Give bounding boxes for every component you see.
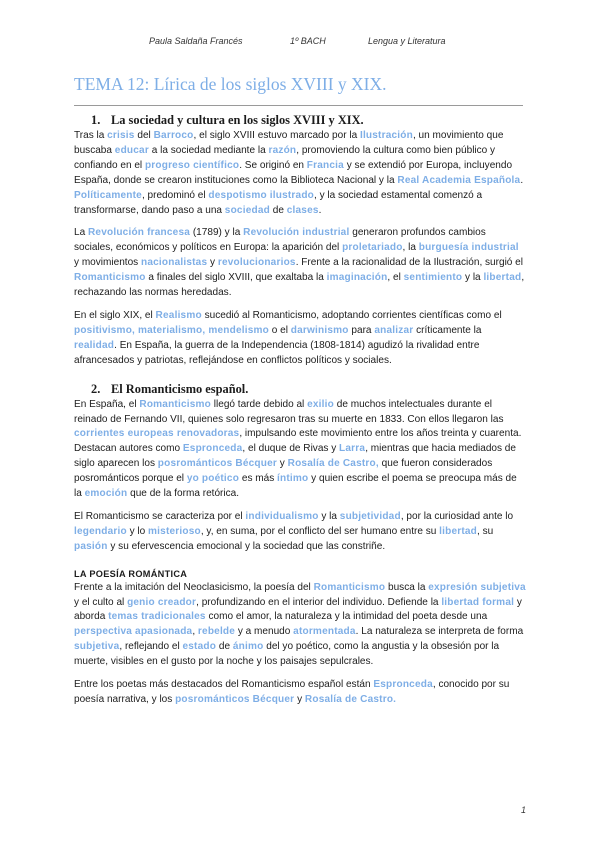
text-run: sucedió al Romanticismo, adoptando corrientes científicas como el xyxy=(201,309,502,321)
paragraph xyxy=(74,678,526,708)
text-run: y se extendió por Europa, incluyendo España, donde se crearon instituciones como la Biblioteca Nacional y la xyxy=(74,159,513,186)
text-run: a la sociedad mediante la xyxy=(148,144,269,156)
keyword-highlight: subjetividad xyxy=(339,510,401,522)
keyword-highlight: nacionalistas xyxy=(141,257,208,269)
text-run: , rechazando las normas heredadas. xyxy=(74,272,525,299)
section-title: La sociedad y cultura en los siglos XVIII y XIX. xyxy=(111,113,364,127)
keyword-highlight: libertad xyxy=(483,272,522,284)
keyword-highlight: Real Academia Española xyxy=(397,174,521,186)
keyword-highlight: Romanticismo xyxy=(139,398,211,410)
text-run: críticamente la xyxy=(413,324,482,336)
paragraph xyxy=(74,129,526,218)
text-run: . Se originó en xyxy=(239,159,307,171)
text-run: como el amor, la naturaleza y la intimidad del poeta desde una xyxy=(205,611,488,623)
keyword-highlight: rebelde xyxy=(197,626,236,638)
keyword-highlight: Romanticismo xyxy=(313,581,386,593)
keyword-highlight: positivismo, materialismo, mendelismo xyxy=(74,324,269,336)
text-run: , y, en suma, por el conflicto del ser humano entre su xyxy=(200,525,440,537)
keyword-highlight: razón xyxy=(268,144,297,156)
keyword-highlight: atormentada xyxy=(293,626,356,638)
keyword-highlight: Espronceda xyxy=(373,679,433,691)
text-run: y la xyxy=(318,510,340,522)
paragraph xyxy=(74,398,526,502)
text-run: que de la forma retórica. xyxy=(127,488,240,500)
keyword-highlight: Ilustración xyxy=(359,130,413,141)
keyword-highlight: legendario xyxy=(74,525,127,537)
text-run: , reflejando el xyxy=(119,641,183,653)
text-run: El Romanticismo se caracteriza por el xyxy=(74,510,246,522)
page-number: 1 xyxy=(521,805,527,815)
text-run: y lo xyxy=(126,525,149,537)
keyword-highlight: Francia xyxy=(306,159,344,171)
text-run: , por la curiosidad ante lo xyxy=(400,510,514,522)
section-title: El Romanticismo español. xyxy=(111,381,249,396)
text-run: (1789) y la xyxy=(190,227,244,239)
keyword-highlight: emoción xyxy=(84,488,128,500)
paragraph xyxy=(74,226,526,301)
text-run: del xyxy=(134,130,154,141)
keyword-highlight: subjetiva xyxy=(74,641,120,653)
keyword-highlight: crisis xyxy=(107,130,135,141)
text-run: y la xyxy=(462,272,484,284)
keyword-highlight: Políticamente xyxy=(74,189,142,201)
keyword-highlight: educar xyxy=(114,144,149,156)
text-run: llegó tarde debido al xyxy=(210,398,308,410)
text-run: . En España, la guerra de la Independencia (1808-1814) agudizó la rivalidad entre afrancesados y patriotas, reflejándose en conflictos políticos y sociales. xyxy=(74,339,480,366)
text-run: , profundizando en el interior del individuo. Defiende la xyxy=(196,596,442,608)
keyword-highlight: yo poético xyxy=(186,473,240,485)
text-run: , predominó el xyxy=(141,189,209,201)
text-run: , conocido por su poesía narrativa, y los xyxy=(74,679,510,705)
keyword-highlight: Rosalía de Castro. xyxy=(304,694,397,705)
text-run: o el xyxy=(269,324,291,336)
text-run: y aborda xyxy=(74,596,522,623)
text-run: y quien escribe el poema se preocupa más de la xyxy=(74,473,517,500)
document-body xyxy=(74,112,526,716)
keyword-highlight: darwinismo xyxy=(290,324,349,336)
section-number: 1. xyxy=(91,113,101,127)
keyword-highlight: posrománticos Bécquer xyxy=(175,694,295,705)
header-course: 1º BACH xyxy=(290,36,326,46)
section-heading-2 xyxy=(91,381,526,397)
section-heading-1 xyxy=(91,112,526,128)
keyword-highlight: despotismo ilustrado xyxy=(208,189,315,201)
text-run: , el duque de Rivas y xyxy=(242,443,340,455)
keyword-highlight: Romanticismo xyxy=(74,272,146,284)
keyword-highlight: analizar xyxy=(374,324,414,336)
keyword-highlight: Larra xyxy=(339,443,366,455)
keyword-highlight: exilio xyxy=(307,398,334,410)
keyword-highlight: perspectiva apasionada xyxy=(74,626,193,638)
text-run: Frente a la imitación del Neoclasicismo, la poesía del xyxy=(74,581,314,593)
subheading: LA POESÍA ROMÁNTICA xyxy=(74,568,188,579)
text-run: , y la sociedad estamental comenzó a transformarse, dando paso a una xyxy=(74,189,483,216)
page-title: TEMA 12: Lírica de los siglos XVIII y XIX. xyxy=(74,74,387,94)
keyword-highlight: realidad xyxy=(74,339,115,351)
keyword-highlight: Rosalía de Castro, xyxy=(287,458,379,470)
keyword-highlight: sentimiento xyxy=(403,272,463,284)
keyword-highlight: ánimo xyxy=(232,641,264,653)
text-run: para xyxy=(348,324,375,336)
text-run: Entre los poetas más destacados del Romanticismo español están xyxy=(74,679,374,691)
text-run: busca la xyxy=(385,581,429,593)
keyword-highlight: Realismo xyxy=(155,309,202,321)
text-run: a finales del siglo XVIII, que exaltaba la xyxy=(145,272,327,284)
text-run: , el siglo XVIII estuvo marcado por la xyxy=(193,130,360,141)
keyword-highlight: Revolución francesa xyxy=(87,227,191,239)
keyword-highlight: clases xyxy=(286,204,319,216)
paragraph xyxy=(74,581,526,670)
keyword-highlight: íntimo xyxy=(277,473,309,485)
keyword-highlight: estado xyxy=(182,641,217,653)
text-run: . Frente a la racionalidad de la Ilustración, surgió el xyxy=(295,257,523,269)
text-run: y xyxy=(294,694,305,705)
text-run: Tras la xyxy=(74,130,108,141)
text-run: , promoviendo la cultura como bien público y confiando en el xyxy=(74,144,496,171)
keyword-highlight: Barroco xyxy=(153,130,194,141)
keyword-highlight: corrientes europeas renovadoras xyxy=(74,428,240,440)
text-run: es más xyxy=(239,473,278,485)
text-run: y su efervescencia emocional y la sociedad que las constriñe. xyxy=(107,540,386,552)
text-run: . La naturaleza se interpreta de forma xyxy=(355,626,524,638)
keyword-highlight: Espronceda xyxy=(182,443,243,455)
header-author: Paula Saldaña Francés xyxy=(149,36,243,46)
text-run: del yo poético, como la angustia y la obsesión por la muerte, visibles en el gusto por la noche y los paisajes sepulcrales. xyxy=(74,641,500,668)
paragraph xyxy=(74,510,526,555)
keyword-highlight: libertad formal xyxy=(441,596,515,608)
text-run: , xyxy=(192,626,198,638)
title-divider xyxy=(74,105,523,106)
text-run: , su xyxy=(477,525,494,537)
keyword-highlight: revolucionarios xyxy=(217,257,296,269)
text-run: . xyxy=(318,204,322,216)
text-run: que fueron considerados posrománticos porque el xyxy=(74,458,493,485)
keyword-highlight: imaginación xyxy=(326,272,388,284)
text-run: y el culto al xyxy=(74,596,128,608)
keyword-highlight: Revolución industrial xyxy=(243,227,350,239)
keyword-highlight: genio creador xyxy=(127,596,197,608)
text-run: , el xyxy=(387,272,404,284)
keyword-highlight: pasión xyxy=(74,540,108,552)
text-run: , mientras que hacia mediados de siglo aparecen los xyxy=(74,443,516,470)
keyword-highlight: posrománticos Bécquer xyxy=(157,458,277,470)
text-run: y movimientos xyxy=(74,257,141,269)
text-run: , la xyxy=(402,242,419,254)
text-run: generaron profundos cambios sociales, económicos y políticos en Europa: la aparición del xyxy=(74,227,486,254)
text-run: de muchos intelectuales durante el reinado de Fernando VII, quienes solo regresaron tras su muerte en 1833. Con ellos llegaron las xyxy=(74,398,504,425)
text-run: y a menudo xyxy=(235,626,294,638)
keyword-highlight: individualismo xyxy=(245,510,319,522)
text-run: . xyxy=(520,174,524,186)
text-run: , un movimiento que buscaba xyxy=(74,130,504,156)
section-number: 2. xyxy=(91,381,101,396)
keyword-highlight: libertad xyxy=(439,525,478,537)
text-run: de xyxy=(269,204,287,216)
text-run: y xyxy=(277,458,288,470)
header-subject: Lengua y Literatura xyxy=(368,36,446,46)
text-run: de xyxy=(216,641,233,653)
text-run: La xyxy=(74,227,88,239)
keyword-highlight: misterioso xyxy=(148,525,201,537)
paragraph xyxy=(74,309,526,369)
text-run: , impulsando este movimiento entre los años treinta y cuarenta. Destacan autores como xyxy=(74,428,522,455)
keyword-highlight: progreso científico xyxy=(144,159,240,171)
text-run: En el siglo XIX, el xyxy=(74,309,156,321)
keyword-highlight: temas tradicionales xyxy=(108,611,206,623)
keyword-highlight: expresión subjetiva xyxy=(428,581,526,593)
keyword-highlight: burguesía industrial xyxy=(418,242,519,254)
keyword-highlight: proletariado xyxy=(342,242,403,254)
keyword-highlight: sociedad xyxy=(224,204,270,216)
text-run: En España, el xyxy=(74,398,140,410)
text-run: y xyxy=(207,257,218,269)
